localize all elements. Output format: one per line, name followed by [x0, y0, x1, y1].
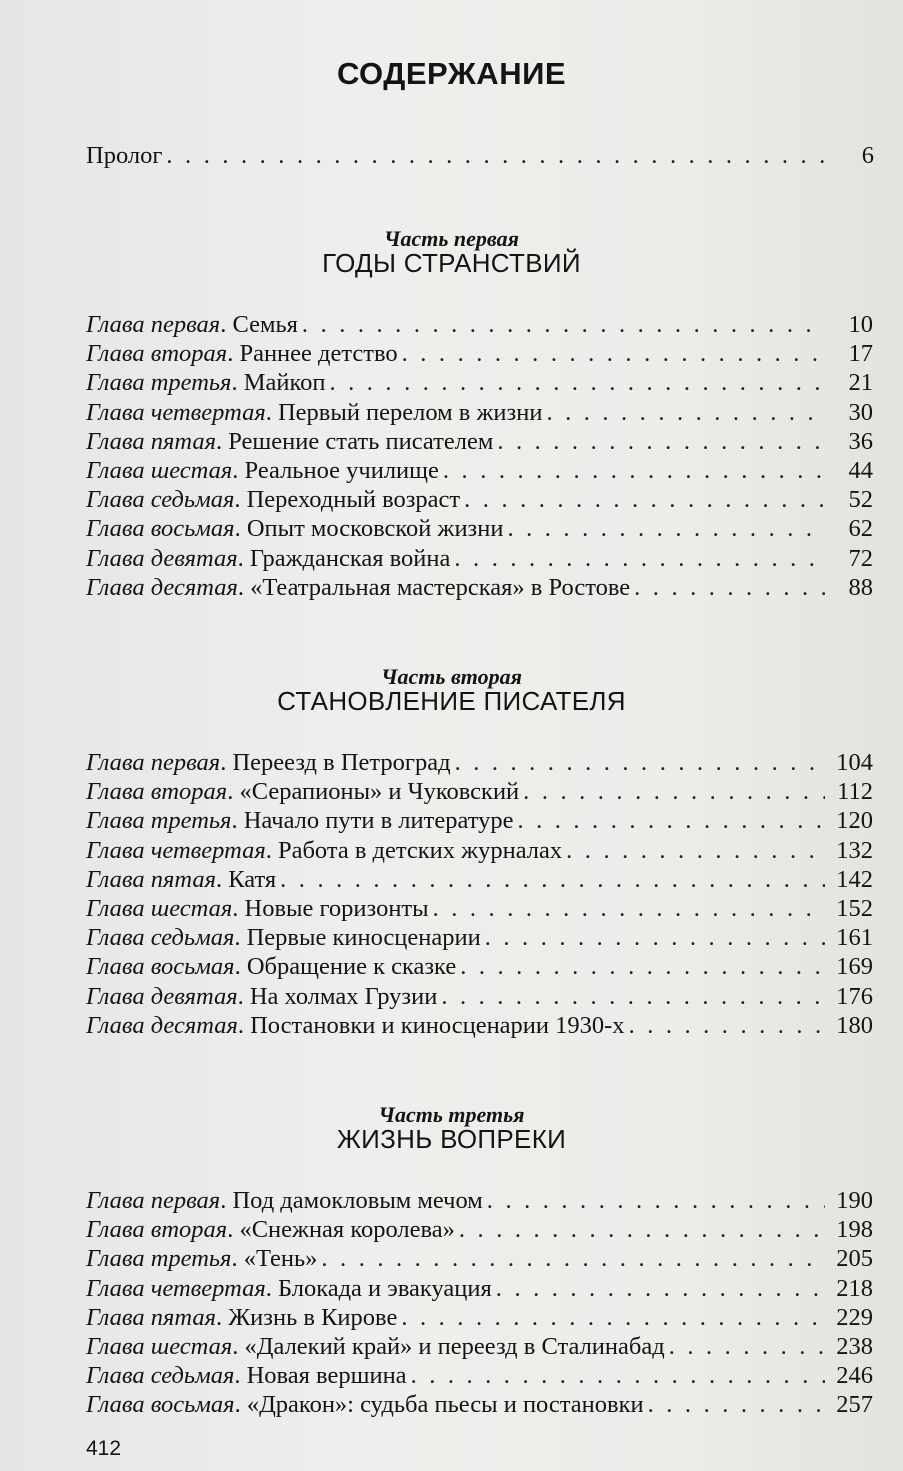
chapter-number: Глава десятая — [86, 1011, 238, 1039]
entry-title: Глава седьмая. Новая вершина — [86, 1362, 407, 1390]
part-title: ГОДЫ СТРАНСТВИЙ — [322, 248, 581, 278]
entry-title: Глава третья. Майкоп — [86, 369, 326, 397]
chapter-number: Глава вторая — [86, 340, 228, 368]
entry-page: 190 — [836, 1187, 873, 1214]
chapter-number: Глава седьмая — [86, 1362, 235, 1390]
chapter-number: Глава вторая — [86, 778, 228, 806]
chapter-title: «Серапионы» и Чуковский — [239, 778, 520, 806]
entry-page: 120 — [836, 807, 873, 835]
toc-entry — [86, 864, 873, 896]
dot-leader — [459, 1214, 825, 1246]
entry-title: Глава восьмая. Обращение к сказке — [86, 953, 457, 981]
toc-entry — [86, 747, 873, 779]
toc-entry — [86, 1360, 873, 1392]
chapter-title: «Снежная королева» — [239, 1216, 455, 1244]
toc-entry — [86, 397, 873, 429]
toc-entry — [86, 455, 873, 487]
dot-leader — [455, 747, 825, 779]
chapter-number: Глава пятая — [86, 865, 216, 893]
chapter-title: Переезд в Петроград — [232, 749, 451, 776]
entry-page: 72 — [848, 544, 873, 572]
dot-leader — [401, 1302, 825, 1334]
chapter-number: Глава восьмая — [86, 953, 235, 981]
dot-leader — [464, 484, 825, 516]
chapter-number: Глава четвертая — [86, 398, 266, 426]
chapter-title: Раннее детство — [239, 340, 398, 368]
toc-entry — [86, 367, 873, 399]
dot-leader — [329, 367, 825, 399]
chapter-number: Глава девятая — [86, 982, 238, 1010]
entry-title: Глава девятая. Гражданская война — [86, 544, 451, 572]
entry-title: Глава первая. Семья — [86, 311, 298, 338]
toc-entry — [86, 338, 873, 370]
entry-page: 17 — [848, 340, 873, 368]
entry-page: 30 — [848, 398, 873, 426]
entry-page: 104 — [836, 749, 873, 776]
chapter-title: «Далекий край» и переезд в Сталинабад — [244, 1333, 665, 1360]
chapter-number: Глава третья — [86, 807, 232, 835]
entry-title: Глава вторая. Раннее детство — [86, 340, 398, 368]
entry-title: Глава вторая. «Серапионы» и Чуковский — [86, 778, 520, 806]
entry-title: Глава вторая. «Снежная королева» — [86, 1216, 455, 1244]
entry-page: 238 — [836, 1333, 873, 1360]
toc-entry — [86, 805, 873, 837]
chapter-title: Работа в детских журналах — [277, 836, 563, 864]
dot-leader — [634, 572, 825, 604]
entry-title: Глава пятая. Жизнь в Кирове — [86, 1303, 398, 1331]
entry-title: Глава десятая. «Театральная мастерская» в Ростове — [86, 573, 631, 601]
toc-entry — [86, 981, 873, 1013]
dot-leader — [629, 1010, 825, 1042]
dot-leader — [443, 455, 825, 487]
chapter-title: Гражданская война — [249, 544, 451, 572]
chapter-number: Глава девятая — [86, 544, 238, 572]
entry-title: Глава первая. Переезд в Петроград — [86, 749, 451, 776]
entry-title: Глава седьмая. Первые киносценарии — [86, 924, 481, 952]
entry-title: Глава пятая. Решение стать писателем — [86, 427, 494, 455]
entry-title: Глава девятая. На холмах Грузии — [86, 982, 438, 1010]
toc-entry — [86, 426, 873, 458]
entry-page: 169 — [836, 953, 873, 981]
chapter-title: На холмах Грузии — [249, 982, 438, 1010]
chapter-title: Обращение к сказке — [246, 953, 457, 981]
entry-title: Глава третья. Начало пути в литературе — [86, 807, 514, 835]
chapter-number: Глава восьмая — [86, 515, 235, 543]
chapter-title: Решение стать писателем — [228, 427, 494, 455]
chapter-title: Начало пути в литературе — [243, 807, 514, 835]
toc-entry — [86, 1185, 873, 1217]
chapter-title: Постановки и киносценарии 1930-х — [250, 1011, 625, 1039]
entry-title: Глава шестая. Реальное училище — [86, 457, 439, 484]
dot-leader — [648, 1389, 825, 1421]
entry-page: 112 — [837, 778, 873, 806]
chapter-title: Переходный возраст — [246, 486, 461, 514]
toc-entry — [86, 543, 873, 575]
chapter-title: Первые киносценарии — [246, 924, 481, 952]
dot-leader — [321, 1243, 825, 1275]
part-label: Часть первая — [384, 226, 519, 251]
chapter-title: «Тень» — [243, 1245, 318, 1273]
dot-leader — [433, 893, 825, 925]
entry-page: 198 — [836, 1216, 873, 1244]
chapter-number: Глава первая — [86, 749, 221, 776]
entry-title: Глава шестая. «Далекий край» и переезд в Сталинабад — [86, 1333, 665, 1360]
chapter-number: Глава пятая — [86, 427, 216, 455]
dot-leader — [487, 1185, 825, 1217]
toc-entry — [86, 951, 873, 983]
dot-leader — [517, 805, 825, 837]
entry-title: Глава четвертая. Блокада и эвакуация — [86, 1274, 492, 1302]
dot-leader — [523, 776, 825, 808]
dot-leader — [411, 1360, 825, 1392]
toc-entry — [86, 1331, 873, 1363]
chapter-number: Глава первая — [86, 1187, 221, 1214]
chapter-number: Глава шестая — [86, 895, 233, 922]
entry-title: Глава первая. Под дамокловым мечом — [86, 1187, 483, 1214]
entry-page: 142 — [836, 865, 873, 893]
part-title: СТАНОВЛЕНИЕ ПИСАТЕЛЯ — [277, 686, 626, 716]
chapter-title: Катя — [228, 865, 277, 893]
dot-leader — [669, 1331, 825, 1363]
entry-title: Глава седьмая. Переходный возраст — [86, 486, 461, 514]
dot-leader — [302, 309, 825, 341]
entry-page: 52 — [848, 486, 873, 514]
toc-entry — [86, 513, 873, 545]
chapter-title: Майкоп — [243, 369, 326, 397]
entry-page: 36 — [848, 427, 873, 455]
part-label: Часть третья — [378, 1102, 525, 1127]
entry-page: 257 — [836, 1391, 873, 1419]
entry-page: 218 — [836, 1274, 873, 1302]
entry-title: Глава пятая. Катя — [86, 865, 277, 893]
dot-leader — [402, 338, 825, 370]
chapter-title: Жизнь в Кирове — [228, 1303, 398, 1331]
entry-title: Пролог — [86, 142, 163, 169]
dot-leader — [460, 951, 825, 983]
dot-leader — [485, 922, 825, 954]
dot-leader — [280, 864, 825, 896]
dot-leader — [507, 513, 825, 545]
chapter-title: Блокада и эвакуация — [277, 1274, 492, 1302]
toc-entry — [86, 1302, 873, 1334]
entry-title: Глава четвертая. Работа в детских журналах — [86, 836, 563, 864]
toc-entry — [86, 484, 873, 516]
toc-entry — [86, 835, 873, 867]
toc-entry — [86, 1214, 873, 1246]
chapter-title: «Театральная мастерская» в Ростове — [250, 573, 631, 601]
chapter-number: Глава седьмая — [86, 486, 235, 514]
chapter-number: Глава первая — [86, 311, 221, 338]
entry-title: Глава третья. «Тень» — [86, 1245, 318, 1273]
toc-entry — [86, 922, 873, 954]
entry-page: 180 — [836, 1011, 873, 1039]
dot-leader — [497, 426, 825, 458]
entry-page: 152 — [836, 895, 873, 922]
entry-page: 10 — [848, 311, 873, 338]
page-number: 412 — [86, 1437, 122, 1460]
dot-leader — [496, 1273, 825, 1305]
chapter-number: Глава четвертая — [86, 836, 266, 864]
entry-title: Глава шестая. Новые горизонты — [86, 895, 429, 922]
entry-title: Глава восьмая. «Дракон»: судьба пьесы и постановки — [86, 1391, 644, 1419]
entry-page: 88 — [848, 573, 873, 601]
toc-entry — [86, 1273, 873, 1305]
chapter-number: Глава шестая — [86, 457, 233, 484]
dot-leader — [546, 397, 825, 429]
part-label: Часть вторая — [381, 664, 522, 689]
chapter-number: Глава вторая — [86, 1216, 228, 1244]
toc-entry — [86, 1010, 873, 1042]
chapter-number: Глава восьмая — [86, 1391, 235, 1419]
entry-title: Глава десятая. Постановки и киносценарии 1930-х — [86, 1011, 625, 1039]
entry-page: 132 — [836, 836, 873, 864]
entry-page: 44 — [848, 457, 873, 484]
entry-page: 6 — [861, 142, 874, 169]
chapter-title: Опыт московской жизни — [246, 515, 504, 543]
entry-page: 161 — [836, 924, 873, 952]
chapter-title: Семья — [232, 311, 298, 338]
part-title: ЖИЗНЬ ВОПРЕКИ — [336, 1124, 567, 1154]
entry-page: 176 — [836, 982, 873, 1010]
chapter-title: Под дамокловым мечом — [232, 1187, 483, 1214]
dot-leader — [166, 140, 826, 172]
toc-entry — [86, 1243, 873, 1275]
entry-page: 21 — [848, 369, 873, 397]
dot-leader — [454, 543, 825, 575]
chapter-number: Глава пятая — [86, 1303, 216, 1331]
toc-entry — [86, 572, 873, 604]
dot-leader — [566, 835, 825, 867]
chapter-title: Новая вершина — [246, 1362, 407, 1390]
chapter-number: Глава третья — [86, 1245, 232, 1273]
chapter-number: Глава четвертая — [86, 1274, 266, 1302]
toc-entry — [86, 776, 873, 808]
entry-title: Глава четвертая. Первый перелом в жизни — [86, 398, 543, 426]
toc-entry — [86, 893, 873, 925]
toc-entry-prologue — [86, 140, 874, 172]
chapter-title: Первый перелом в жизни — [277, 398, 543, 426]
chapter-title: Реальное училище — [244, 457, 439, 484]
entry-page: 229 — [836, 1303, 873, 1331]
chapter-title: «Дракон»: судьба пьесы и постановки — [246, 1391, 644, 1419]
toc-entry — [86, 1389, 873, 1421]
entry-title: Глава восьмая. Опыт московской жизни — [86, 515, 504, 543]
entry-page: 62 — [848, 515, 873, 543]
chapter-title: Новые горизонты — [244, 895, 429, 922]
chapter-number: Глава десятая — [86, 573, 238, 601]
page-title: СОДЕРЖАНИЕ — [336, 56, 567, 91]
chapter-number: Глава третья — [86, 369, 232, 397]
chapter-number: Глава седьмая — [86, 924, 235, 952]
entry-page: 205 — [836, 1245, 873, 1273]
toc-entry — [86, 309, 873, 341]
dot-leader — [441, 981, 825, 1013]
chapter-number: Глава шестая — [86, 1333, 233, 1360]
entry-page: 246 — [836, 1362, 873, 1390]
